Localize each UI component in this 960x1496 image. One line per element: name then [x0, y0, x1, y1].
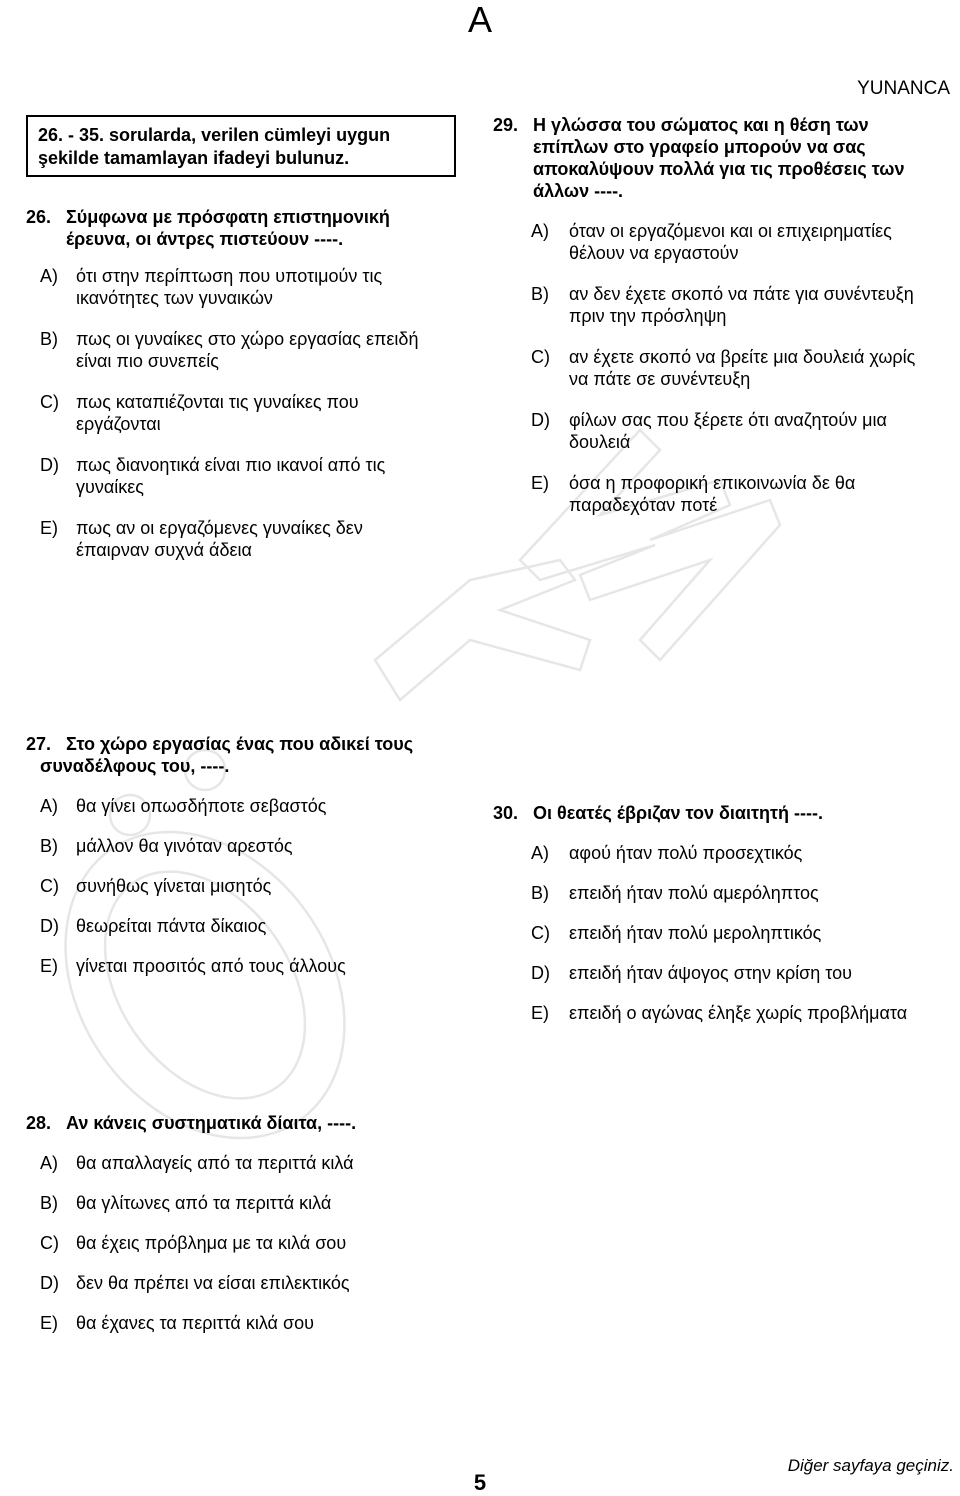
- option-label: D): [531, 410, 550, 430]
- option-text: γυναίκες: [76, 477, 144, 497]
- question-26: [26, 206, 466, 566]
- option-text: θα απαλλαγείς από τα περιττά κιλά: [76, 1153, 354, 1173]
- option-label: C): [531, 923, 550, 943]
- question-28: [26, 1112, 466, 1342]
- question-30: [493, 802, 958, 1032]
- option-label: E): [531, 1003, 549, 1023]
- option-text: εργάζονται: [76, 414, 161, 434]
- instructions-box: 26. - 35. sorularda, verilen cümleyi uygun şekilde tamamlayan ifadeyi bulunuz.: [26, 115, 456, 177]
- option-text: πως οι γυναίκες στο χώρο εργασίας επειδή: [76, 329, 419, 349]
- page-number: 5: [473, 1470, 487, 1495]
- option-text: θέλουν να εργαστούν: [569, 243, 739, 263]
- option-label: D): [40, 1273, 59, 1293]
- option-label: C): [40, 392, 59, 412]
- question-stem-line: Η γλώσσα του σώματος και η θέση των: [533, 115, 869, 135]
- option-text: έπαιρναν συχνά άδεια: [76, 540, 252, 560]
- option-label: C): [531, 347, 550, 367]
- option-label: B): [40, 1193, 58, 1213]
- option-text: συνήθως γίνεται μισητός: [76, 876, 272, 896]
- question-stem-line: Σύμφωνα με πρόσφατη επιστημονική: [66, 207, 390, 227]
- option-label: E): [40, 518, 58, 538]
- option-label: B): [531, 883, 549, 903]
- option-text: να πάτε σε συνέντευξη: [569, 369, 751, 389]
- option-label: A): [40, 266, 58, 286]
- option-text: είναι πιο συνεπείς: [76, 351, 219, 371]
- question-number: 29.: [493, 115, 519, 135]
- option-text: αν έχετε σκοπό να βρείτε μια δουλειά χωρίς: [569, 347, 916, 367]
- option-label: D): [531, 963, 550, 983]
- option-text: επειδή ήταν άψογος στην κρίση του: [569, 963, 853, 983]
- question-stem-line: έρευνα, οι άντρες πιστεύουν ----.: [66, 229, 344, 249]
- option-label: E): [531, 473, 549, 493]
- question-stem-line: Στο χώρο εργασίας ένας που αδικεί τους: [66, 734, 414, 754]
- option-text: πριν την πρόσληψη: [569, 306, 727, 326]
- option-text: μάλλον θα γινόταν αρεστός: [76, 836, 293, 856]
- option-label: B): [40, 329, 58, 349]
- option-text: όσα η προφορική επικοινωνία δε θα: [569, 473, 856, 493]
- option-text: αφού ήταν πολύ προσεχτικός: [569, 843, 803, 863]
- option-label: C): [40, 876, 59, 896]
- option-label: A): [531, 843, 549, 863]
- option-text: ικανότητες των γυναικών: [76, 288, 273, 308]
- question-stem-line: επίπλων στο γραφείο μπορούν να σας: [533, 137, 866, 157]
- option-text: πως καταπιέζονται τις γυναίκες που: [76, 392, 359, 412]
- next-page-note: Diğer sayfaya geçiniz.: [787, 1456, 954, 1475]
- option-text: πως αν οι εργαζόμενες γυναίκες δεν: [76, 518, 363, 538]
- option-text: επειδή ήταν πολύ αμερόληπτος: [569, 883, 819, 903]
- option-text: παραδεχόταν ποτέ: [569, 495, 718, 515]
- option-label: B): [531, 284, 549, 304]
- option-text: γίνεται προσιτός από τους άλλους: [76, 956, 346, 976]
- question-number: 27.: [26, 734, 52, 754]
- option-text: φίλων σας που ξέρετε ότι αναζητούν μια: [569, 410, 887, 430]
- question-stem-line: Οι θεατές έβριζαν τον διαιτητή ----.: [533, 803, 824, 823]
- option-text: θα γλίτωνες από τα περιττά κιλά: [76, 1193, 332, 1213]
- option-text: πως διανοητικά είναι πιο ικανοί από τις: [76, 455, 386, 475]
- question-number: 26.: [26, 207, 52, 227]
- option-text: δουλειά: [569, 432, 631, 452]
- option-text: δεν θα πρέπει να είσαι επιλεκτικός: [76, 1273, 350, 1293]
- question-27: [26, 733, 466, 993]
- option-text: όταν οι εργαζόμενοι και οι επιχειρηματίες: [569, 221, 892, 241]
- option-text: επειδή ο αγώνας έληξε χωρίς προβλήματα: [569, 1003, 908, 1023]
- option-label: C): [40, 1233, 59, 1253]
- option-text: αν δεν έχετε σκοπό να πάτε για συνέντευξη: [569, 284, 914, 304]
- option-label: E): [40, 1313, 58, 1333]
- option-label: A): [531, 221, 549, 241]
- option-text: θα γίνει οπωσδήποτε σεβαστός: [76, 796, 327, 816]
- question-stem-line: άλλων ----.: [533, 181, 624, 201]
- option-text: επειδή ήταν πολύ μεροληπτικός: [569, 923, 822, 943]
- question-number: 30.: [493, 803, 519, 823]
- option-label: B): [40, 836, 58, 856]
- question-stem-line: αποκαλύψουν πολλά για τις προθέσεις των: [533, 159, 905, 179]
- option-text: ότι στην περίπτωση που υποτιμούν τις: [76, 266, 383, 286]
- option-text: θεωρείται πάντα δίκαιος: [76, 916, 267, 936]
- question-stem-line: συναδέλφους του, ----.: [40, 756, 230, 776]
- option-label: D): [40, 455, 59, 475]
- question-29: [493, 114, 953, 514]
- option-text: θα έχανες τα περιττά κιλά σου: [76, 1313, 314, 1333]
- option-label: A): [40, 796, 58, 816]
- booklet-letter: A: [467, 0, 492, 40]
- question-stem-line: Αν κάνεις συστηματικά δίαιτα, ----.: [66, 1113, 357, 1133]
- subject-title: YUNANCA: [857, 78, 950, 99]
- question-number: 28.: [26, 1113, 52, 1133]
- option-label: A): [40, 1153, 58, 1173]
- option-text: θα έχεις πρόβλημα με τα κιλά σου: [76, 1233, 347, 1253]
- option-label: D): [40, 916, 59, 936]
- option-label: E): [40, 956, 58, 976]
